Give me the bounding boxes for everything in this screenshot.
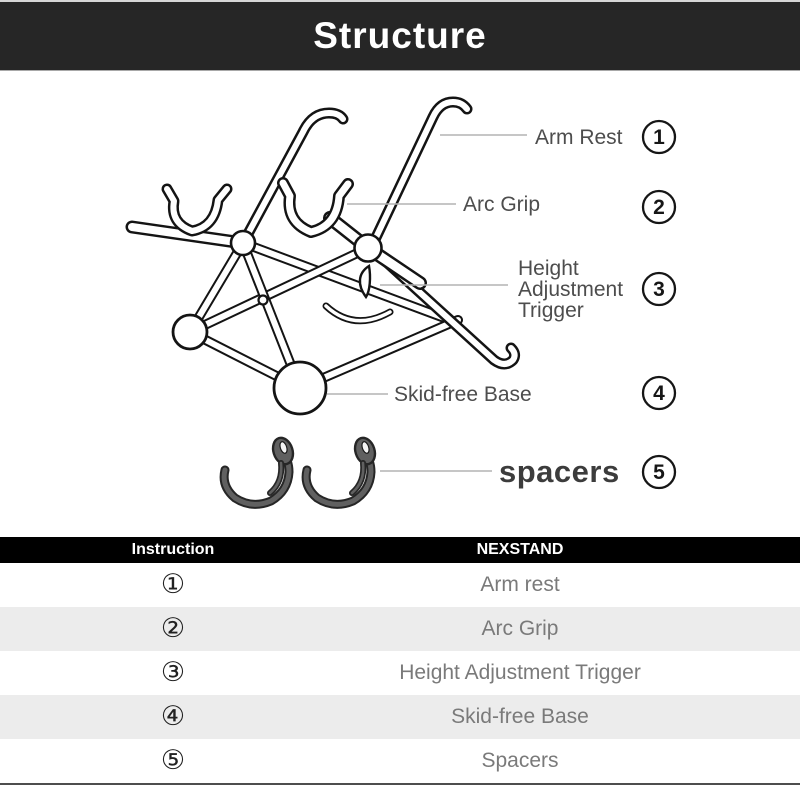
svg-text:3: 3 — [653, 278, 665, 301]
callout-4 — [643, 377, 675, 409]
table-row — [0, 563, 800, 607]
row-number: ⑤ — [160, 745, 186, 776]
callout-2 — [643, 191, 675, 223]
spacers-icon — [224, 435, 378, 504]
svg-text:1: 1 — [653, 126, 665, 149]
rear-foot — [173, 315, 207, 349]
label-arc-grip: Arc Grip — [463, 193, 541, 216]
column-header-instruction: Instruction — [131, 541, 215, 558]
row-part-name: Spacers — [481, 749, 559, 772]
page-title: Structure — [313, 15, 487, 56]
row-part-name: Arm rest — [480, 573, 560, 596]
front-foot — [274, 362, 326, 414]
table-row — [0, 607, 800, 651]
callout-1 — [643, 121, 675, 153]
svg-text:Trigger: Trigger — [518, 299, 584, 322]
label-height-adjustment-trigger — [518, 257, 623, 322]
title-bar — [0, 0, 800, 70]
structure-diagram — [0, 70, 800, 537]
spacer-right — [306, 435, 378, 504]
svg-text:Adjustment: Adjustment — [518, 278, 624, 301]
callout-3 — [643, 273, 675, 305]
row-number: ④ — [160, 701, 186, 732]
row-part-name: Height Adjustment Trigger — [399, 661, 641, 684]
row-number: ① — [160, 569, 186, 600]
label-skid-free-base: Skid-free Base — [394, 383, 532, 406]
row-number: ③ — [160, 657, 186, 688]
left-arc-grip — [132, 189, 243, 243]
table-row — [0, 695, 800, 739]
row-part-name: Arc Grip — [481, 617, 559, 640]
label-arm-rest: Arm Rest — [535, 126, 623, 149]
left-pivot — [231, 231, 255, 255]
parts-table — [0, 537, 800, 785]
label-spacers: spacers — [499, 454, 620, 489]
scissor-pin — [259, 296, 268, 305]
svg-text:4: 4 — [653, 382, 665, 405]
scissor-struts — [190, 243, 458, 388]
right-pivot — [355, 235, 382, 262]
svg-text:5: 5 — [653, 461, 665, 484]
spacer-left — [224, 435, 296, 504]
row-part-name: Skid-free Base — [451, 705, 589, 728]
table-row — [0, 739, 800, 783]
folded-arc-piece — [326, 306, 390, 321]
table-header-row — [0, 537, 800, 563]
svg-text:Height: Height — [518, 257, 579, 280]
column-header-nexstand: NEXSTAND — [476, 541, 564, 558]
svg-text:2: 2 — [653, 196, 665, 219]
row-number: ② — [160, 613, 186, 644]
callout-5 — [643, 456, 675, 488]
laptop-stand-illustration — [0, 70, 800, 537]
table-row — [0, 651, 800, 695]
